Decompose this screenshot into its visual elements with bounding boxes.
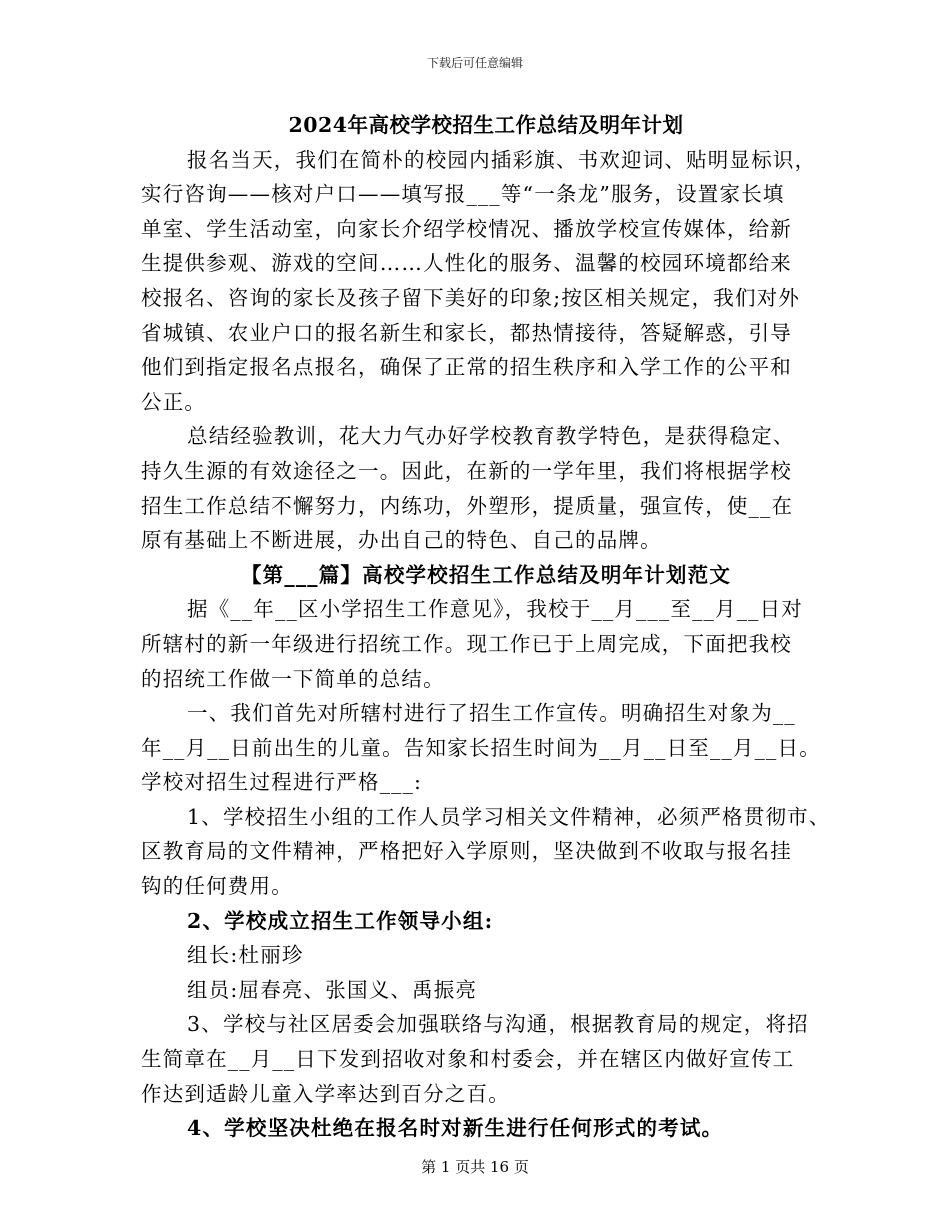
paragraph-line: 校报名、咨询的家长及孩子留下美好的印象;按区相关规定，我们对外	[141, 285, 801, 310]
paragraph-line: 一、我们首先对所辖村进行了招生工作宣传。明确招生对象为__	[187, 701, 796, 726]
paragraph-line: 总结经验教训，花大力气办好学校教育教学特色，是获得稳定、	[187, 424, 795, 449]
subheading-line: 2、学校成立招生工作领导小组:	[187, 908, 494, 933]
paragraph-line: 3、学校与社区居委会加强联络与沟通，根据教育局的规定，将招	[187, 1012, 809, 1037]
paragraph-line: 生简章在__月__日下发到招收对象和村委会，并在辖区内做好宣传工	[141, 1047, 795, 1072]
paragraph-line: 钩的任何费用。	[141, 874, 293, 899]
paragraph-line: 据《__年__区小学招生工作意见》，我校于__月___至__月__日对	[187, 597, 803, 622]
page-header-note: 下载后可任意编辑	[426, 56, 523, 70]
paragraph-line: 年__月__日前出生的儿童。告知家长招生时间为__月__日至__月__日。	[141, 735, 821, 760]
paragraph-line: 持久生源的有效途径之一。因此，在新的一学年里，我们将根据学校	[141, 458, 792, 483]
paragraph-line: 1、学校招生小组的工作人员学习相关文件精神，必须严格贯彻市、	[187, 804, 831, 829]
document-body	[141, 108, 831, 1146]
paragraph-line: 实行咨询——核对户口——填写报___等“一条龙”服务，设置家长填	[141, 182, 785, 207]
paragraph-line: 公正。	[141, 389, 207, 414]
paragraph-line: 组员:屈春亮、张国义、禹振亮	[187, 977, 478, 1002]
paragraph-line: 区教育局的文件精神，严格把好入学原则，坚决做到不收取与报名挂	[141, 839, 792, 864]
paragraph-line: 报名当天，我们在简朴的校园内插彩旗、书欢迎词、贴明显标识，	[187, 147, 817, 172]
subheading-line: 4、学校坚决杜绝在报名时对新生进行任何形式的考试。	[187, 1116, 724, 1141]
document-title: 2024年高校学校招生工作总结及明年计划	[288, 113, 684, 137]
section-heading: 【第___篇】高校学校招生工作总结及明年计划范文	[240, 562, 732, 587]
paragraph-line: 招生工作总结不懈努力，内练功，外塑形，提质量，强宣传，使__在	[141, 493, 794, 518]
paragraph-line: 单室、学生活动室，向家长介绍学校情况、播放学校宣传媒体，给新	[141, 216, 792, 241]
page-number-footer: 第 1 页共 16 页	[421, 1158, 529, 1176]
paragraph-line: 原有基础上不断进展，办出自己的特色、自己的品牌。	[141, 528, 662, 553]
paragraph-line: 所辖村的新一年级进行招统工作。现工作已于上周完成，下面把我校	[141, 631, 792, 656]
paragraph-line: 的招统工作做一下简单的总结。	[141, 666, 445, 691]
paragraph-line: 组长:杜丽珍	[187, 943, 304, 968]
paragraph-line: 生提供参观、游戏的空间……人性化的服务、温馨的校园环境都给来	[141, 251, 792, 276]
paragraph-line: 作达到适龄儿童入学率达到百分之百。	[141, 1081, 510, 1106]
paragraph-line: 他们到指定报名点报名，确保了正常的招生秩序和入学工作的公平和	[141, 355, 792, 380]
paragraph-line: 省城镇、农业户口的报名新生和家长，都热情接待，答疑解惑，引导	[141, 320, 792, 345]
paragraph-line: 学校对招生过程进行严格___:	[141, 770, 423, 795]
